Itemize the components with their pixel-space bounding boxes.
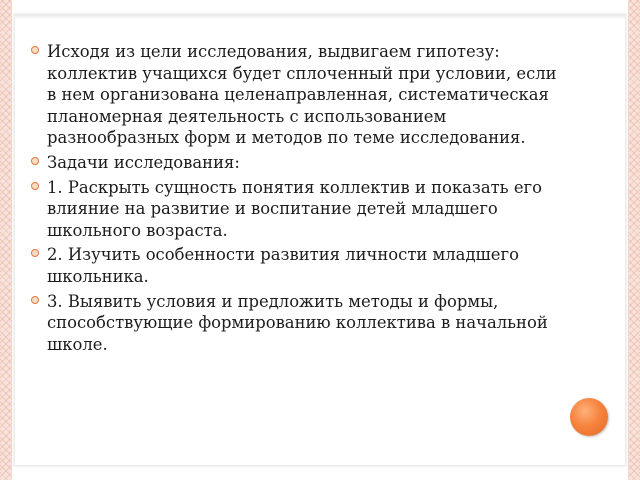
bullet-item-task-3 (31, 291, 571, 356)
bullet-circle-icon (31, 46, 39, 54)
decorative-border-right (628, 0, 640, 480)
bullet-circle-icon (31, 157, 39, 165)
bullet-text: Исходя из цели исследования, выдвигаем гипотезу: коллектив учащихся будет сплоченный при условии, если в нем организована целенаправленная, систематическая планомерная деятельность с использованием разнообразных форм и методов по теме исследования. (47, 42, 557, 148)
bullet-item-tasks-heading (31, 152, 571, 174)
content-panel (14, 14, 626, 466)
decorative-border-left (0, 0, 12, 480)
bullet-item-task-1 (31, 177, 571, 242)
bullet-item-hypothesis (31, 41, 571, 149)
bullet-circle-icon (31, 182, 39, 190)
bullet-list (31, 41, 571, 358)
orange-circle-icon[interactable] (570, 398, 608, 436)
bullet-circle-icon (31, 296, 39, 304)
bullet-text: Задачи исследования: (47, 152, 240, 172)
bullet-circle-icon (31, 249, 39, 257)
bullet-item-task-2 (31, 244, 571, 287)
bullet-text: 1. Раскрыть сущность понятия коллектив и показать его влияние на развитие и воспитание детей младшего школьного возраста. (47, 177, 542, 240)
bullet-text: 2. Изучить особенности развития личности младшего школьника. (47, 245, 519, 286)
bullet-text: 3. Выявить условия и предложить методы и формы, способствующие формированию коллектива в начальной школе. (47, 291, 548, 354)
